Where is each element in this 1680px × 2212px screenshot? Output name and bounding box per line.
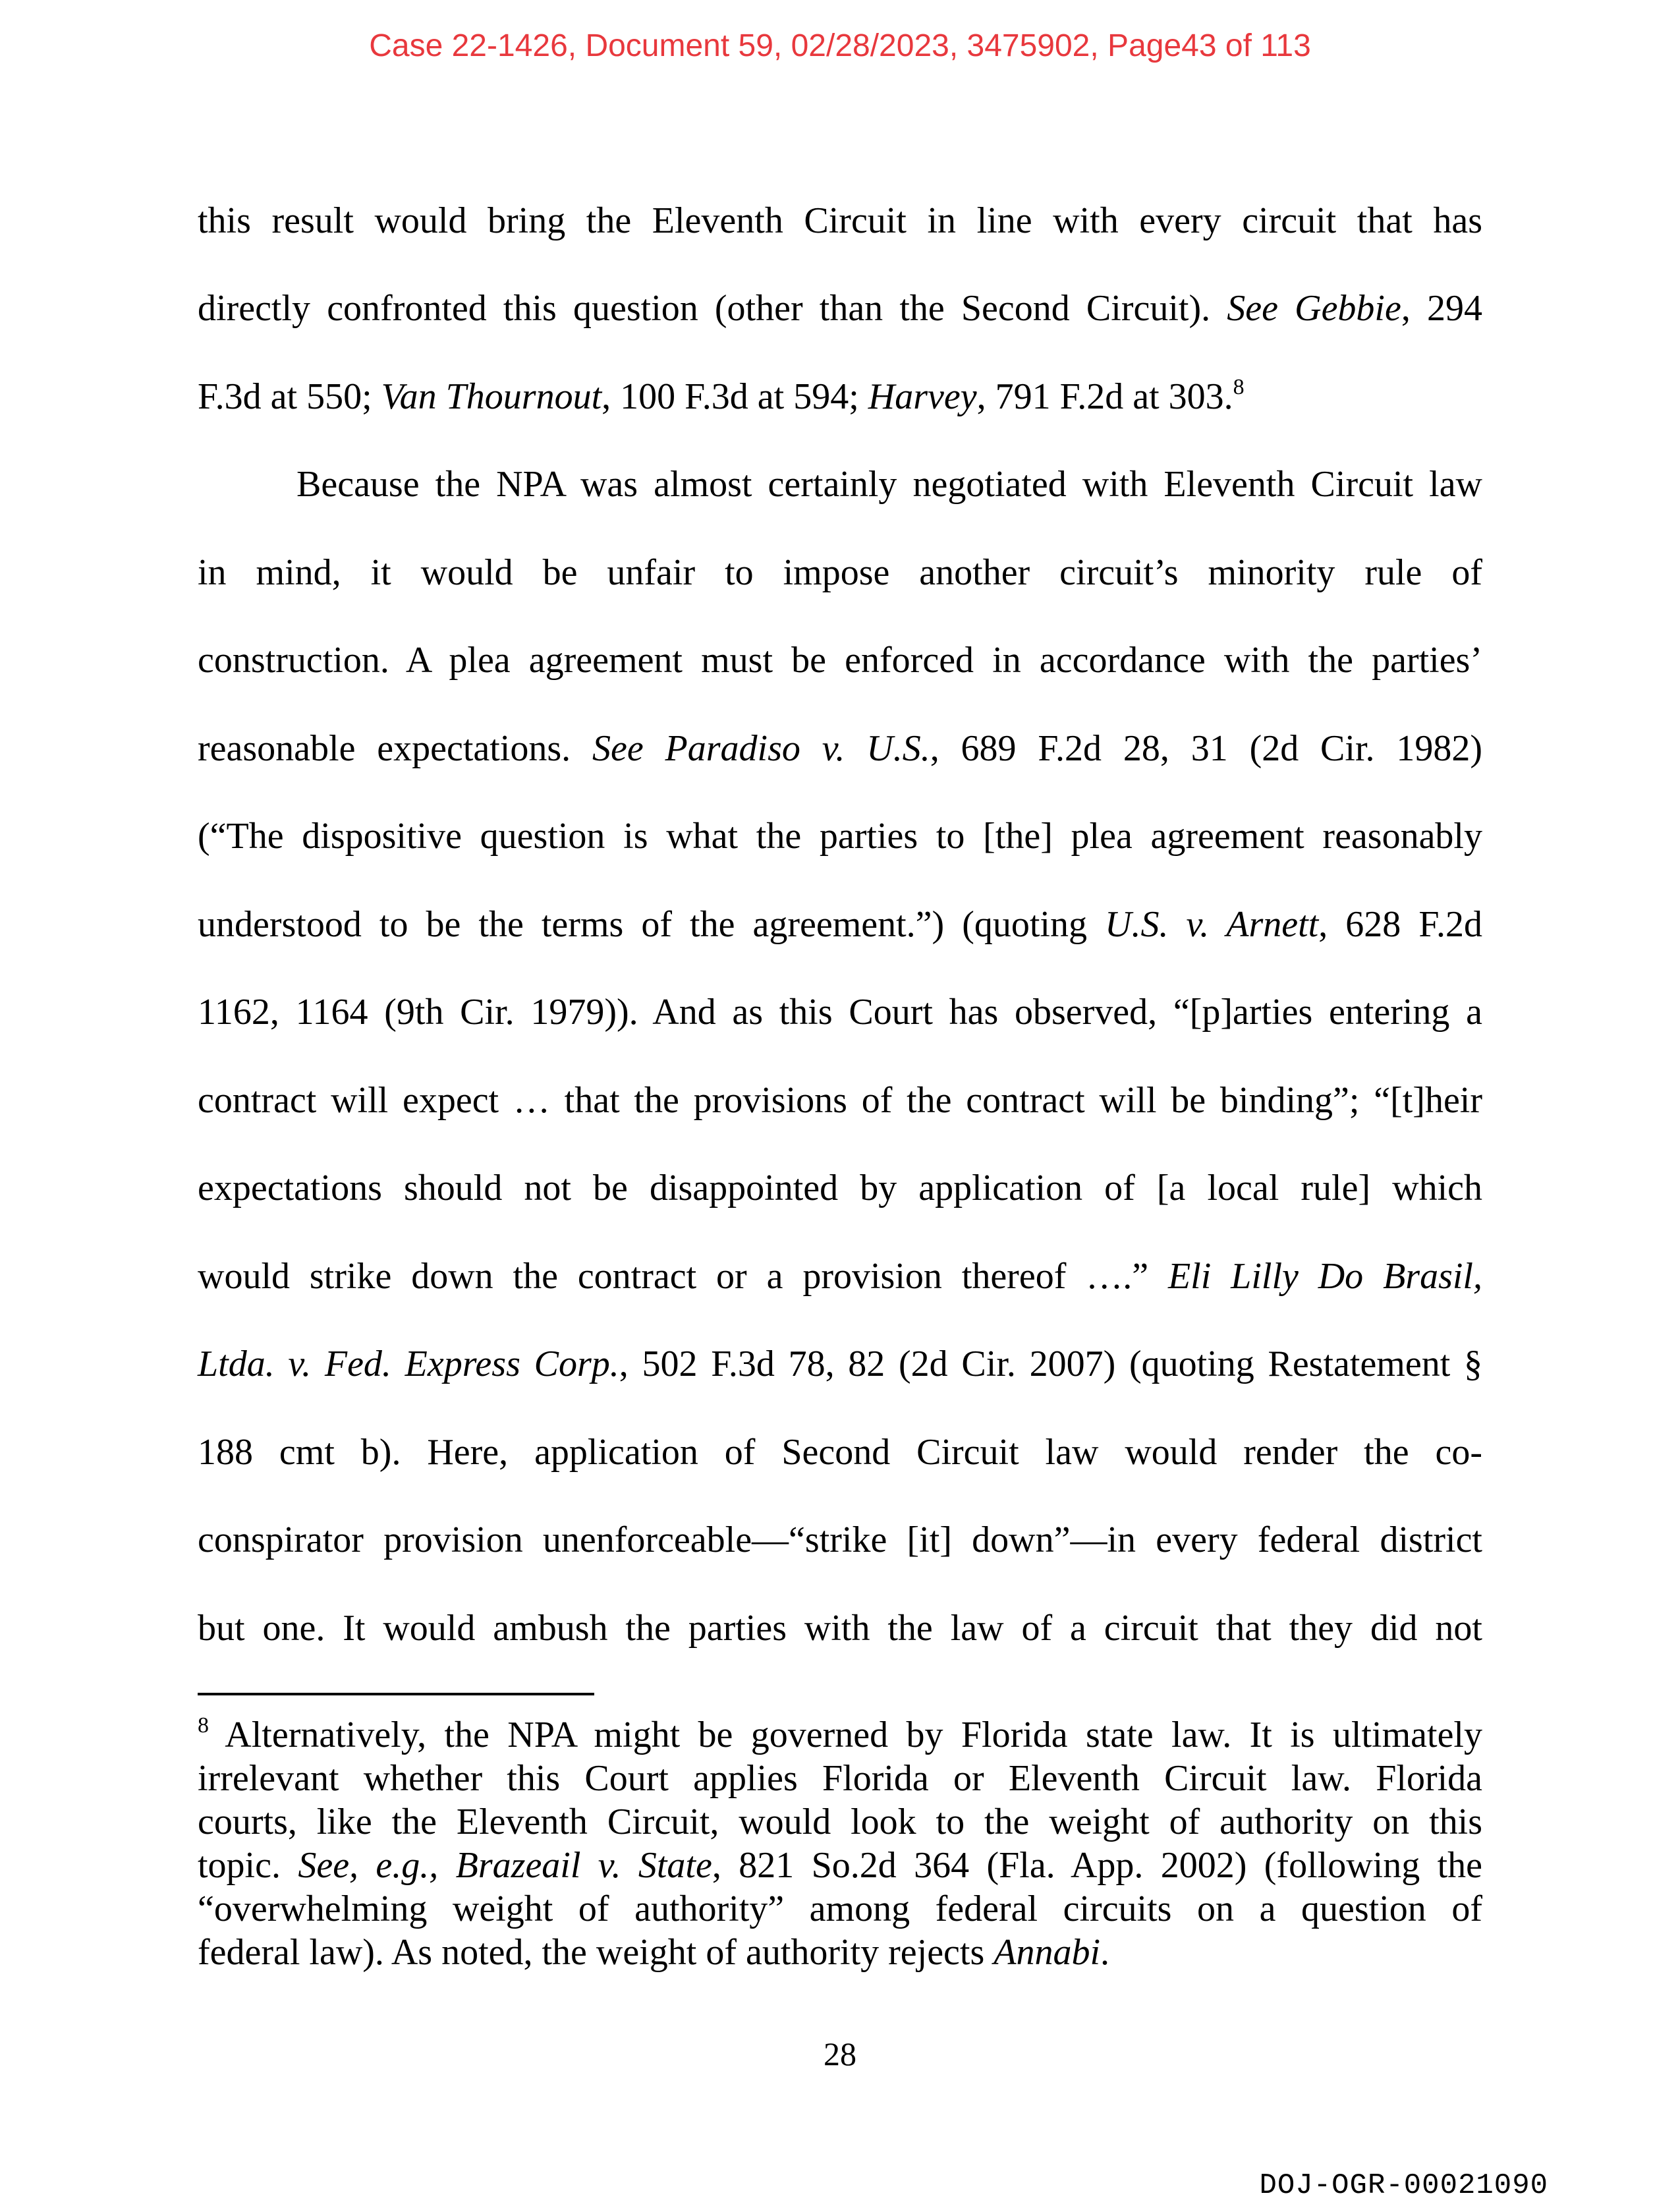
text-run: , 689 F.2d 28, 31 (2d Cir. 1982) [930,728,1483,769]
page-number: 28 [824,2035,856,2072]
footnote-line [198,1713,1482,1757]
citation-italic: See, e.g., Brazeail v. State [298,1845,712,1886]
text-run: “overwhelming weight of authority” among federal circuits on a question of [198,1888,1482,1929]
body-line [198,989,1482,1035]
text-run: expectations should not be disappointed by application of [a local rule] which [198,1168,1482,1208]
body-line [198,374,1482,420]
footnote-line [198,1844,1482,1887]
body-line [198,813,1482,859]
text-run: 1162, 1164 (9th Cir. 1979)). And as this Court has observed, “[p]arties entering a [198,992,1482,1033]
footnote-reference[interactable]: 8 [1233,375,1245,399]
text-run: 188 cmt b). Here, application of Second Circuit law would render the co- [198,1432,1482,1473]
footnote-number: 8 [198,1713,209,1738]
body-line [198,550,1482,596]
text-run: (“The dispositive question is what the parties to [the] plea agreement reasonably [198,816,1482,857]
text-run: courts, like the Eleventh Circuit, would look to the weight of authority on this [198,1801,1482,1842]
body-line [198,1253,1482,1299]
text-run: Alternatively, the NPA might be governed by Florida state law. It is ultimately [209,1715,1482,1755]
text-run: F.3d at 550; [198,376,381,417]
body-line [198,1077,1482,1123]
body-line [198,725,1482,772]
citation-italic: See Gebbie [1227,288,1401,329]
body-line [198,1517,1482,1563]
text-run: would strike down the contract or a provision thereof ….” [198,1256,1168,1297]
text-run: construction. A plea agreement must be enforced in accordance with the parties’ [198,640,1482,681]
text-run: , 100 F.3d at 594; [602,376,868,417]
citation-italic: See Paradiso v. U.S. [592,728,930,769]
body-line [296,461,1482,507]
text-run: conspirator provision unenforceable—“strike [it] down”—in every federal district [198,1519,1482,1560]
footnote-line [198,1757,1482,1800]
text-run: Because the NPA was almost certainly negotiated with Eleventh Circuit law [296,464,1482,505]
footnote-line [198,1800,1482,1844]
text-run: , 791 F.2d at 303. [976,376,1233,417]
body-line [198,637,1482,683]
text-run: this result would bring the Eleventh Circuit in line with every circuit that has [198,200,1482,241]
text-run: topic. [198,1845,298,1886]
body-line [198,901,1482,948]
text-run: , 502 F.3d 78, 82 (2d Cir. 2007) (quoting Restatement § [619,1344,1482,1384]
citation-italic: U.S. v. Arnett [1105,904,1319,945]
text-run: reasonable expectations. [198,728,592,769]
text-run: , 821 So.2d 364 (Fla. App. 2002) (following the [712,1845,1482,1886]
citation-italic: Eli Lilly Do Brasil, [1167,1256,1482,1297]
text-run: but one. It would ambush the parties with the law of a circuit that they did not [198,1608,1482,1649]
footnote-separator [198,1693,594,1695]
text-run: directly confronted this question (other than the Second Circuit). [198,288,1227,329]
body-line [198,285,1482,331]
citation-italic: Harvey [868,376,977,417]
body-line [198,1605,1482,1651]
text-run: irrelevant whether this Court applies Florida or Eleventh Circuit law. Florida [198,1758,1482,1799]
citation-italic: Van Thournout [381,376,602,417]
body-line [198,1429,1482,1475]
text-run: . [1100,1932,1110,1973]
text-run: , 628 F.2d [1318,904,1482,945]
body-line [198,1165,1482,1211]
bates-number: DOJ-OGR-00021090 [1259,2169,1548,2202]
text-run: in mind, it would be unfair to impose another circuit’s minority rule of [198,552,1482,593]
footnote-line [198,1887,1482,1931]
case-header-stamp: Case 22-1426, Document 59, 02/28/2023, 3475902, Page43 of 113 [369,28,1311,63]
body-line [198,1341,1482,1387]
text-run: understood to be the terms of the agreement.”) (quoting [198,904,1106,945]
footnote-line [198,1931,1482,1974]
text-run: , 294 [1401,288,1482,329]
citation-italic: Annabi [994,1932,1101,1973]
citation-italic: Ltda. v. Fed. Express Corp. [198,1344,619,1384]
text-run: federal law). As noted, the weight of authority rejects [198,1932,994,1973]
text-run: contract will expect … that the provisions of the contract will be binding”; “[t]heir [198,1080,1482,1121]
body-line [198,198,1482,244]
